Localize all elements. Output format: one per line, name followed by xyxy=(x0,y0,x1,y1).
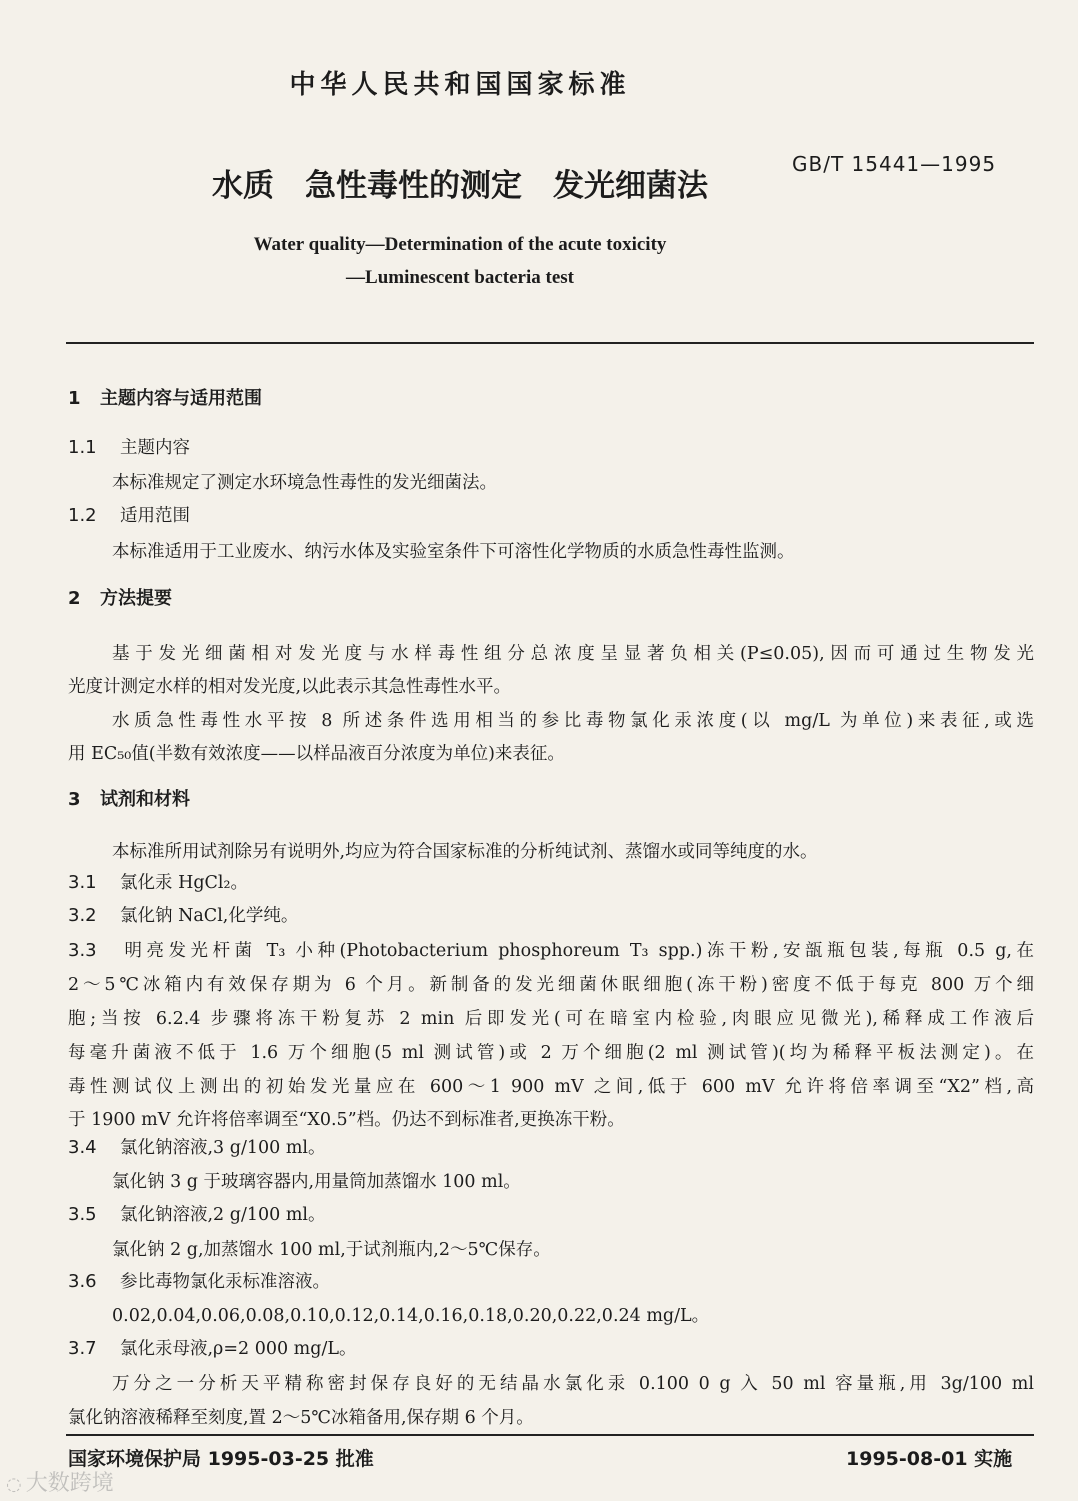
section-1-1-text: 本标准规定了测定水环境急性毒性的发光细菌法。 xyxy=(112,473,497,493)
section-3-4 xyxy=(68,1134,326,1159)
section-2-p1-line1: 基于发光细菌相对发光度与水样毒性组分总浓度呈显著负相关(P≤0.05),因而可通过生物发光 xyxy=(112,644,1034,664)
circle-logo-icon: ◌ xyxy=(6,1474,22,1495)
item-text: 氯化钠溶液,3 g/100 ml。 xyxy=(120,1138,326,1158)
section-number: 2 xyxy=(68,588,81,609)
section-2-p2-line1: 水质急性毒性水平按 8 所述条件选用相当的参比毒物氯化汞浓度(以 mg/L 为单位)来表征,或选 xyxy=(112,711,1034,731)
item-text: 氯化钠溶液,2 g/100 ml。 xyxy=(120,1205,326,1225)
section-3-3-line6: 于 1900 mV 允许将倍率调至“X0.5”档。仍达不到标准者,更换冻干粉。 xyxy=(68,1110,625,1130)
section-title: 适用范围 xyxy=(120,506,190,526)
section-number: 3.7 xyxy=(68,1338,97,1359)
section-1-2-heading xyxy=(68,502,190,527)
section-1-2-text: 本标准适用于工业废水、纳污水体及实验室条件下可溶性化学物质的水质急性毒性监测。 xyxy=(112,542,795,562)
item-text: 参比毒物氯化汞标准溶液。 xyxy=(120,1272,330,1292)
title-en-line1: Water quality—Determination of the acute toxicity xyxy=(253,234,667,255)
section-title: 试剂和材料 xyxy=(100,789,190,810)
section-number: 3.1 xyxy=(68,872,97,893)
section-number: 3.3 xyxy=(68,940,97,961)
section-3-1 xyxy=(68,869,248,894)
section-number: 1 xyxy=(68,388,81,409)
section-3-4-sub: 氯化钠 3 g 于玻璃容器内,用量筒加蒸馏水 100 ml。 xyxy=(112,1172,521,1192)
watermark-text: 大数跨境 xyxy=(25,1471,114,1496)
section-title: 主题内容 xyxy=(120,438,190,458)
section-number: 3.4 xyxy=(68,1137,97,1158)
section-2-p2-line2: 用 EC₅₀值(半数有效浓度——以样品液百分浓度为单位)来表征。 xyxy=(68,744,565,764)
section-number: 1.2 xyxy=(68,505,97,526)
watermark xyxy=(6,1466,114,1497)
section-title: 主题内容与适用范围 xyxy=(100,388,262,409)
title-en-line2: —Luminescent bacteria test xyxy=(346,267,574,288)
section-3-2 xyxy=(68,902,298,927)
approval-date: 国家环境保护局 1995-03-25 批准 xyxy=(68,1448,374,1470)
item-text: 氯化汞母液,ρ=2 000 mg/L。 xyxy=(120,1339,357,1359)
section-3-5 xyxy=(68,1201,326,1226)
section-number: 1.1 xyxy=(68,437,97,458)
section-title: 方法提要 xyxy=(100,588,172,609)
item-text: 氯化汞 HgCl₂。 xyxy=(120,873,249,893)
section-3-3-line4: 每毫升菌液不低于 1.6 万个细胞(5 ml 测试管)或 2 万个细胞(2 ml 测试管)(均为稀释平板法测定)。在 xyxy=(68,1043,1034,1063)
section-number: 3 xyxy=(68,789,81,810)
section-2-heading xyxy=(68,584,172,610)
top-divider xyxy=(66,342,1034,344)
section-3-3-line3: 胞;当按 6.2.4 步骤将冻干粉复苏 2 min 后即发光(可在暗室内检验,肉眼应见微光),稀释成工作液后 xyxy=(68,1009,1034,1029)
section-3-7 xyxy=(68,1335,357,1360)
effective-date: 1995-08-01 实施 xyxy=(846,1448,1013,1470)
section-3-intro: 本标准所用试剂除另有说明外,均应为符合国家标准的分析纯试剂、蒸馏水或同等纯度的水。 xyxy=(112,842,818,862)
national-standard-heading: 中华人民共和国国家标准 xyxy=(289,70,631,100)
document-title-cn: 水质 急性毒性的测定 发光细菌法 xyxy=(212,168,708,204)
item-text: 明亮发光杆菌 T₃ 小种(Photobacterium phosphoreum T₃ spp.)冻干粉,安瓿瓶包装,每瓶 0.5 g,在 xyxy=(120,941,1034,961)
document-title-en xyxy=(150,228,770,294)
section-1-1-heading xyxy=(68,434,190,459)
section-3-3-line2: 2～5℃冰箱内有效保存期为 6 个月。新制备的发光细菌休眠细胞(冻干粉)密度不低于每克 800 万个细 xyxy=(68,975,1034,995)
item-text: 氯化钠 NaCl,化学纯。 xyxy=(120,906,299,926)
section-3-6-sub: 0.02,0.04,0.06,0.08,0.10,0.12,0.14,0.16,0.18,0.20,0.22,0.24 mg/L。 xyxy=(112,1306,710,1326)
section-number: 3.2 xyxy=(68,905,97,926)
section-3-3-line1 xyxy=(68,937,1034,962)
section-number: 3.5 xyxy=(68,1204,97,1225)
section-3-6 xyxy=(68,1268,330,1293)
section-1-heading xyxy=(68,384,262,410)
section-2-p1-line2: 光度计测定水样的相对发光度,以此表示其急性毒性水平。 xyxy=(68,677,512,697)
section-3-3-line5: 毒性测试仪上测出的初始发光量应在 600～1 900 mV 之间,低于 600 mV 允许将倍率调至“X2”档,高 xyxy=(68,1077,1034,1097)
section-3-7-line1: 万分之一分析天平精称密封保存良好的无结晶水氯化汞 0.100 0 g 入 50 ml 容量瓶,用 3g/100 ml xyxy=(112,1374,1034,1394)
bottom-divider xyxy=(66,1434,1034,1436)
section-3-7-line2: 氯化钠溶液稀释至刻度,置 2～5℃冰箱备用,保存期 6 个月。 xyxy=(68,1408,534,1428)
section-number: 3.6 xyxy=(68,1271,97,1292)
section-3-5-sub: 氯化钠 2 g,加蒸馏水 100 ml,于试剂瓶内,2～5℃保存。 xyxy=(112,1240,551,1260)
section-3-heading xyxy=(68,785,190,811)
standard-code: GB/T 15441—1995 xyxy=(792,152,997,176)
